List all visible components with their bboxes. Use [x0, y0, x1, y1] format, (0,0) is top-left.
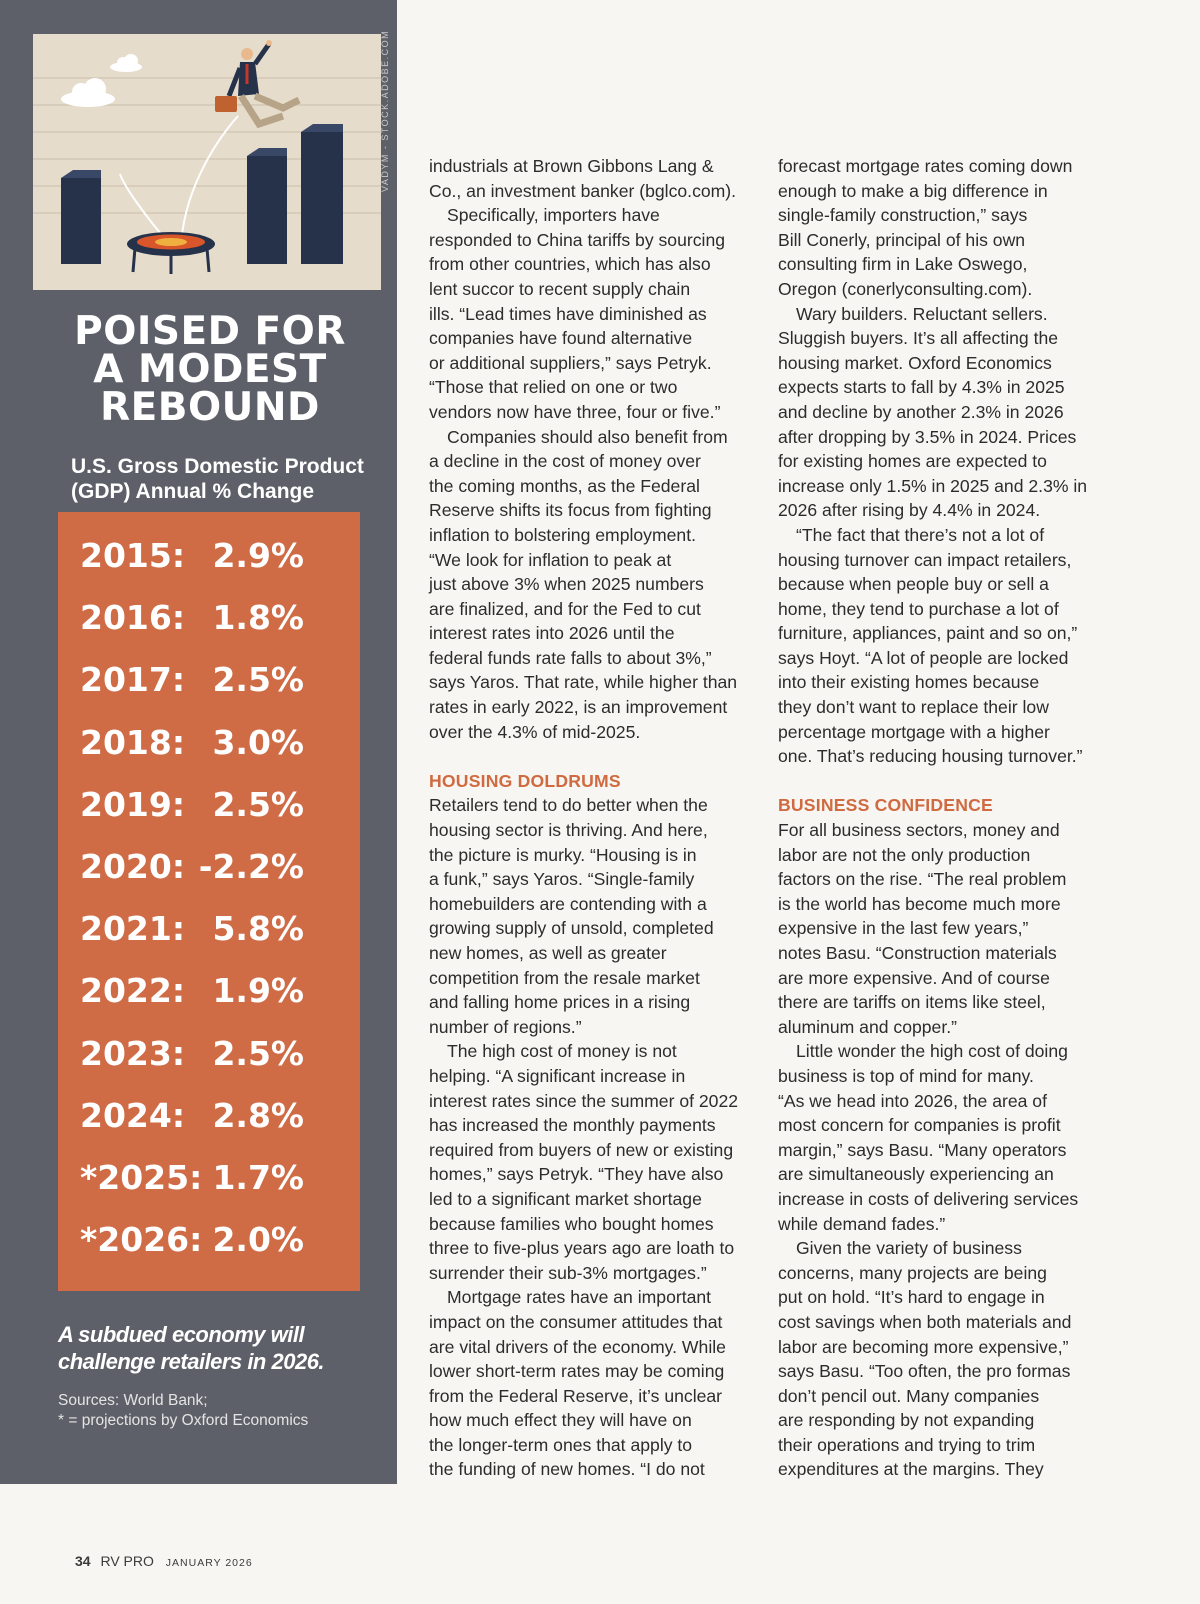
article-text-line: into their existing homes because [778, 672, 1040, 693]
article-text-line: “The fact that there’s not a lot of [796, 524, 1045, 545]
gdp-year-label: 2019: [80, 784, 186, 824]
article-text-line: are vital drivers of the economy. While [429, 1336, 726, 1357]
gdp-value-label: 2.5% [212, 784, 304, 824]
article-text-line: are more expensive. And of course [778, 967, 1050, 988]
article-text-line: the picture is murky. “Housing is in [429, 844, 697, 865]
gdp-value-label: 2.0% [212, 1220, 304, 1260]
gdp-value-label: -2.2% [198, 847, 304, 886]
article-text-line: increase only 1.5% in 2025 and 2.3% in [778, 475, 1088, 496]
article-text-line: Sluggish buyers. It’s all affecting the [778, 328, 1059, 349]
article-text-line: expects starts to fall by 4.3% in 2025 [778, 377, 1065, 398]
gdp-row [58, 959, 360, 1021]
article-text-line: and falling home prices in a rising [429, 992, 691, 1013]
gdp-year-label: 2024: [80, 1095, 186, 1135]
article-text-line: helping. “A significant increase in [429, 1065, 686, 1086]
article-text-line: are finalized, and for the Fed to cut [429, 598, 701, 619]
article-text-line: consulting firm in Lake Oswego, [778, 254, 1028, 275]
article-text-line: interest rates since the summer of 2022 [429, 1090, 739, 1111]
gdp-row [58, 835, 360, 897]
article-text-line: new homes, as well as greater [429, 943, 667, 963]
article-text-line: competition from the resale market [429, 967, 700, 988]
article-text-line: number of regions.” [429, 1016, 582, 1037]
headline-line: A MODEST [93, 347, 327, 392]
article-text-line: for existing homes are expected to [778, 451, 1047, 472]
article-text-line: homes,” says Petryk. “They have also [429, 1164, 724, 1185]
gdp-value-label: 1.9% [212, 971, 304, 1011]
gdp-value-label: 1.7% [212, 1158, 304, 1197]
article-column-1 [429, 154, 759, 1482]
article-text-line: increase in costs of delivering services [778, 1188, 1079, 1209]
article-text-line: homebuilders are contending with a [429, 893, 707, 914]
article-text-line: the longer-term ones that apply to [429, 1434, 693, 1455]
article-text-line: Companies should also benefit from [447, 426, 728, 447]
gdp-value-label: 2.8% [212, 1095, 304, 1135]
paragraph-gap [429, 744, 759, 769]
article-text-line: Reserve shifts its focus from fighting [429, 500, 712, 521]
article-text-line: labor are becoming more expensive,” [778, 1336, 1069, 1357]
article-text-line: The high cost of money is not [447, 1041, 677, 1062]
article-text-line: impact on the consumer attitudes that [429, 1311, 723, 1332]
sources-line: Sources: World Bank; [58, 1392, 208, 1409]
gdp-year-label: 2015: [80, 536, 186, 575]
article-text-line: says Basu. “Too often, the pro formas [778, 1361, 1071, 1382]
sources-note [58, 1391, 388, 1431]
gdp-row [58, 711, 360, 773]
chart-title-line: U.S. Gross Domestic Product [71, 455, 364, 478]
article-text-line: labor are not the only production [778, 844, 1031, 865]
article-text-line: notes Basu. “Construction materials [778, 943, 1057, 963]
gdp-table [58, 512, 360, 1291]
gdp-year-label: 2022: [80, 971, 186, 1011]
article-text-line: put on hold. “It’s hard to engage in [778, 1287, 1045, 1308]
headline-line: POISED FOR [74, 309, 346, 354]
sidebar-panel [0, 0, 397, 1484]
gdp-row [58, 1022, 360, 1084]
article-text-line: required from buyers of new or existing [429, 1139, 734, 1160]
article-column-2 [778, 154, 1108, 1482]
gdp-year-label: 2016: [80, 598, 186, 638]
publication-name: RV PRO [100, 1553, 154, 1569]
article-text-line: because when people buy or sell a [778, 574, 1049, 595]
article-text-line: there are tariffs on items like steel, [778, 992, 1046, 1013]
article-text-line: For all business sectors, money and [778, 820, 1060, 841]
article-text-line: inflation to bolstering employment. [429, 524, 696, 545]
article-text-line: companies have found alternative [429, 328, 693, 349]
article-text-line: industrials at Brown Gibbons Lang & [429, 156, 714, 176]
article-text-line: housing sector is thriving. And here, [429, 820, 708, 841]
gdp-row [58, 897, 360, 959]
article-text-line: how much effect they will have on [429, 1410, 692, 1431]
gdp-year-label: 2018: [80, 722, 186, 762]
image-credit: VADYM - STOCK.ADOBE.COM [380, 29, 390, 192]
article-text-line: their operations and trying to trim [778, 1434, 1036, 1455]
businessman-icon [215, 40, 299, 124]
gdp-year-label: 2020: [80, 847, 186, 886]
article-text-line: responded to China tariffs by sourcing [429, 229, 726, 250]
section-subhead: BUSINESS CONFIDENCE [778, 795, 993, 816]
article-text-line: interest rates into 2026 until the [429, 623, 675, 644]
article-text-line: ills. “Lead times have diminished as [429, 303, 707, 324]
article-text-line: Oregon (conerlyconsulting.com). [778, 278, 1033, 299]
article-text-line: housing market. Oxford Economics [778, 352, 1052, 373]
article-text-line: aluminum and copper.” [778, 1016, 957, 1037]
article-text-line: lower short-term rates may be coming [429, 1361, 725, 1382]
article-text-line: has increased the monthly payments [429, 1115, 716, 1136]
article-text-line: Co., an investment banker (bglco.com). [429, 180, 737, 201]
article-text-line: factors on the rise. “The real problem [778, 869, 1067, 890]
article-text-line: forecast mortgage rates coming down [778, 156, 1073, 176]
illustration [33, 34, 381, 290]
gdp-year-label: *2026: [80, 1220, 203, 1260]
article-text-line: furniture, appliances, paint and so on,” [778, 623, 1078, 644]
article-text-line: the funding of new homes. “I do not [429, 1459, 705, 1480]
article-text-line: is the world has become much more [778, 893, 1061, 914]
gdp-year-label: 2023: [80, 1033, 186, 1073]
article-text-line: federal funds rate falls to about 3%,” [429, 647, 712, 668]
article-text-line: “Those that relied on one or two [429, 377, 678, 398]
article-text-line: Wary builders. Reluctant sellers. [796, 303, 1048, 324]
caption-line: A subdued economy will [58, 1322, 305, 1347]
page-number: 34 [75, 1553, 91, 1569]
gdp-row [58, 1146, 360, 1208]
article-text-line: are responding by not expanding [778, 1410, 1035, 1431]
article-text-line: vendors now have three, four or five.” [429, 401, 721, 422]
article-text-line: business is top of mind for many. [778, 1065, 1034, 1086]
gdp-row [58, 773, 360, 835]
gdp-year-label: 2021: [80, 909, 186, 949]
article-text-line: don’t pencil out. Many companies [778, 1385, 1040, 1406]
article-text-line: after dropping by 3.5% in 2024. Prices [778, 426, 1077, 447]
article-text-line: Mortgage rates have an important [447, 1287, 712, 1308]
article-text-line: housing turnover can impact retailers, [778, 549, 1072, 570]
article-text-line: they don’t want to replace their low [778, 697, 1049, 718]
gdp-value-label: 2.5% [212, 660, 304, 700]
issue-date: JANUARY 2026 [165, 1557, 253, 1569]
article-text-line: the coming months, as the Federal [429, 475, 700, 496]
article-text-line: says Hoyt. “A lot of people are locked [778, 647, 1069, 668]
article-text-line: says Yaros. That rate, while higher than [429, 672, 738, 693]
paragraph-gap [778, 769, 1108, 794]
sidebar-headline [30, 309, 390, 430]
chart-title-line: (GDP) Annual % Change [71, 480, 315, 503]
article-text-line: most concern for companies is profit [778, 1115, 1061, 1136]
article-text-line: Given the variety of business [796, 1238, 1022, 1259]
gdp-year-label: 2017: [80, 660, 186, 700]
article-text-line: and decline by another 2.3% in 2026 [778, 401, 1064, 422]
article-text-line: a decline in the cost of money over [429, 451, 701, 472]
article-text-line: margin,” says Basu. “Many operators [778, 1139, 1067, 1160]
article-text-line: Specifically, importers have [447, 205, 660, 226]
article-text-line: from the Federal Reserve, it’s unclear [429, 1385, 723, 1406]
caption-line: challenge retailers in 2026. [58, 1349, 325, 1374]
gdp-row [58, 524, 360, 586]
article-text-line: enough to make a big difference in [778, 180, 1048, 201]
article-text-line: cost savings when both materials and [778, 1311, 1072, 1332]
article-text-line: are simultaneously experiencing an [778, 1164, 1054, 1185]
article-text-line: one. That’s reducing housing turnover.” [778, 746, 1083, 767]
article-text-line: or additional suppliers,” says Petryk. [429, 352, 712, 373]
sidebar-caption [58, 1321, 378, 1375]
article-text-line: while demand fades.” [778, 1213, 946, 1234]
article-text-line: 2026 after rising by 4.4% in 2024. [778, 500, 1041, 521]
article-text-line: over the 4.3% of mid-2025. [429, 721, 641, 742]
gdp-row [58, 648, 360, 710]
article-text-line: just above 3% when 2025 numbers [429, 574, 704, 595]
article-text-line: from other countries, which has also [429, 254, 711, 275]
gdp-value-label: 2.5% [212, 1033, 304, 1073]
article-text-line: Little wonder the high cost of doing [796, 1041, 1068, 1062]
page-footer [75, 1553, 253, 1569]
article-text-line: expensive in the last few years,” [778, 918, 1029, 939]
article-text-line: a funk,” says Yaros. “Single-family [429, 869, 695, 890]
article-text-line: because families who bought homes [429, 1213, 714, 1234]
article-text-line: three to five-plus years ago are loath to [429, 1238, 735, 1259]
gdp-value-label: 5.8% [212, 909, 304, 949]
gdp-row [58, 586, 360, 648]
article-text-line: Bill Conerly, principal of his own [778, 229, 1026, 250]
businessman-trampoline-illustration [33, 34, 381, 290]
article-text-line: percentage mortgage with a higher [778, 721, 1050, 742]
article-text-line: home, they tend to purchase a lot of [778, 598, 1059, 619]
article-text-line: growing supply of unsold, completed [429, 918, 714, 939]
section-subhead: HOUSING DOLDRUMS [429, 770, 621, 791]
gdp-row [58, 1208, 360, 1270]
gdp-value-label: 1.8% [212, 598, 304, 638]
sources-line: * = projections by Oxford Economics [58, 1412, 309, 1429]
gdp-value-label: 3.0% [212, 722, 304, 762]
article-text-line: single-family construction,” says [778, 205, 1028, 226]
article-text-line: concerns, many projects are being [778, 1262, 1047, 1283]
gdp-row [58, 1084, 360, 1146]
cloud-icon [61, 54, 142, 107]
article-text-line: “We look for inflation to peak at [429, 549, 672, 570]
headline-line: REBOUND [100, 385, 320, 430]
gdp-year-label: *2025: [80, 1158, 203, 1197]
article-text-line: Retailers tend to do better when the [429, 795, 708, 816]
article-text-line: led to a significant market shortage [429, 1188, 702, 1209]
article-text-line: surrender their sub-3% mortgages.” [429, 1262, 707, 1283]
article-text-line: lent succor to recent supply chain [429, 278, 691, 299]
article-text-line: “As we head into 2026, the area of [778, 1090, 1047, 1111]
gdp-value-label: 2.9% [212, 536, 304, 575]
trampoline-icon [127, 232, 215, 274]
chart-title [71, 454, 391, 504]
article-text-line: expenditures at the margins. They [778, 1459, 1044, 1480]
article-text-line: rates in early 2022, is an improvement [429, 697, 728, 718]
